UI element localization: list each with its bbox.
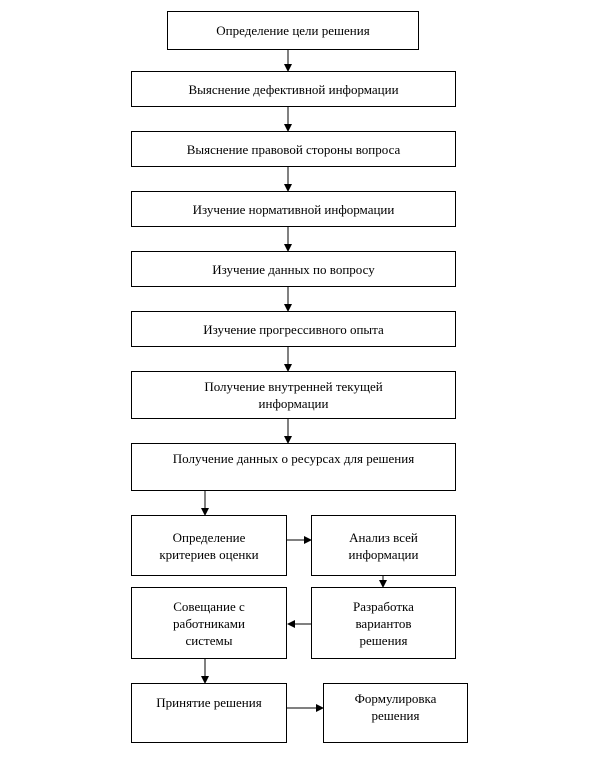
step-label: Определение цели решения <box>216 23 370 38</box>
step-label: Выяснение дефективной информации <box>188 81 399 97</box>
step-normative-info <box>131 191 456 227</box>
step-progressive-experience <box>131 311 456 347</box>
step-label: Получение внутренней текущей информации <box>204 379 383 411</box>
step-label: Разработка вариантов решения <box>353 598 414 648</box>
step-internal-current-info <box>131 371 456 419</box>
step-decision-formulation <box>323 683 468 743</box>
step-label: Определение критериев оценки <box>159 529 259 562</box>
step-label: Выяснение правовой стороны вопроса <box>186 141 401 157</box>
step-label: Принятие решения <box>156 695 262 710</box>
step-legal-side <box>131 131 456 167</box>
step-evaluation-criteria <box>131 515 287 576</box>
step-develop-options <box>311 587 456 659</box>
step-label: Изучение данных по вопросу <box>212 261 375 277</box>
step-decision-making <box>131 683 287 743</box>
step-label: Формулировка решения <box>354 691 437 723</box>
step-meeting-with-staff <box>131 587 287 659</box>
step-label: Анализ всей информации <box>348 529 419 562</box>
step-label: Совещание с работниками системы <box>173 598 245 648</box>
step-label: Изучение нормативной информации <box>192 201 395 217</box>
step-question-data <box>131 251 456 287</box>
step-defective-info <box>131 71 456 107</box>
step-info-analysis <box>311 515 456 576</box>
step-resources-data <box>131 443 456 491</box>
step-label: Изучение прогрессивного опыта <box>203 321 384 337</box>
step-goal-definition <box>167 11 419 50</box>
step-label: Получение данных о ресурсах для решения <box>172 451 415 466</box>
